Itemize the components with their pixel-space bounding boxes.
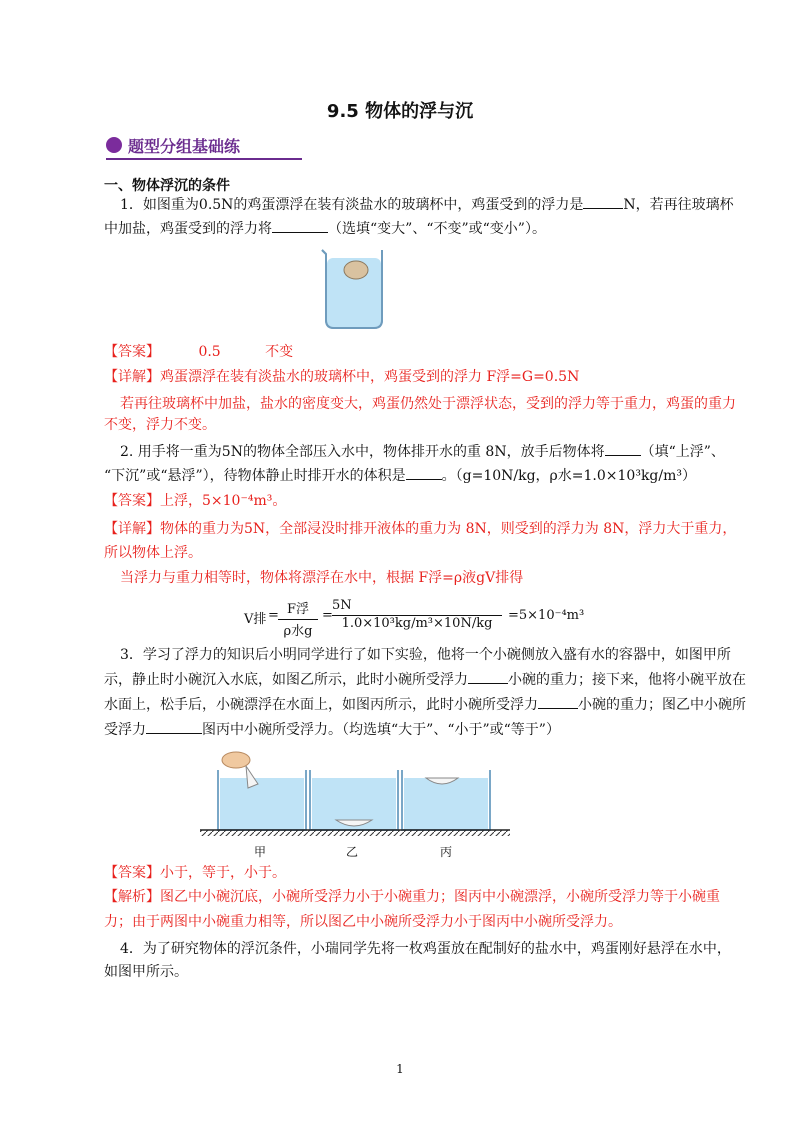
- q2-blank-2: [406, 465, 442, 480]
- q2-detail-3: 当浮力与重力相等时，物体将漂浮在水中，根据 F浮=ρ液gV排得: [120, 570, 524, 586]
- q4-line1: 4．为了研究物体的浮沉条件，小瑞同学先将一枚鸡蛋放在配制好的盐水中，鸡蛋刚好悬浮在水中，: [120, 941, 731, 957]
- q3-text-a: 示，静止时小碗沉入水底，如图乙所示，此时小碗所受浮力: [104, 672, 468, 688]
- q3-line3: [104, 694, 746, 716]
- beaker-egg-figure: [318, 244, 390, 332]
- q2-answer: 【答案】上浮，5×10⁻⁴m³。: [104, 493, 287, 509]
- q3-detail-2: 力；由于两图中小碗重力相等，所以图乙中小碗所受浮力小于图丙中小碗所受浮力。: [104, 914, 622, 930]
- answer-value-2: 不变: [265, 344, 294, 360]
- q2-text-d: 。（g=10N/kg，ρ水=1.0×10³kg/m³）: [441, 468, 696, 484]
- q1-answer: [104, 341, 704, 363]
- bowl-experiment-figure: [200, 748, 510, 840]
- formula-lhs: V排: [244, 612, 267, 627]
- q4-line2: 如图甲所示。: [104, 964, 188, 980]
- formula-result: =5×10⁻⁴m³: [508, 608, 585, 623]
- fraction-2-denominator: 1.0×10³kg/m³×10N/kg: [341, 616, 493, 631]
- page-number: 1: [396, 1062, 404, 1076]
- q2-text-a: 2. 用手将一重为5N的物体全部压入水中，物体排开水的重 8N，放手后物体将: [120, 444, 605, 460]
- q1-text-a: 1．如图重为0.5N的鸡蛋漂浮在装有淡盐水的玻璃杯中，鸡蛋受到的浮力是: [120, 197, 584, 213]
- section-banner: [106, 134, 302, 160]
- q3-answer: 【答案】小于，等于，小于。: [104, 865, 286, 881]
- q1-detail-1: 【详解】鸡蛋漂浮在装有淡盐水的玻璃杯中，鸡蛋受到的浮力 F浮=G=0.5N: [104, 369, 580, 385]
- q2-detail-1: 【详解】物体的重力为5N，全部浸没时排开液体的重力为 8N，则受到的浮力为 8N，浮力大于重力，: [104, 521, 737, 537]
- q3-text-e: 受浮力: [104, 722, 146, 738]
- container-b: [310, 770, 398, 830]
- section-heading: 一、物体浮沉的条件: [104, 178, 230, 194]
- q3-blank-3: [146, 719, 202, 734]
- banner-label: 题型分组基础练: [128, 137, 241, 156]
- caption-yi: 乙: [346, 845, 359, 859]
- q3-blank-1: [468, 669, 508, 684]
- fraction-1-numerator: F浮: [278, 598, 318, 620]
- q1-blank-2: [272, 218, 328, 233]
- answer-label: 【答案】: [104, 344, 160, 360]
- q1-detail-3: 不变，浮力不变。: [104, 417, 216, 433]
- q1-text-b: N，若再往玻璃杯: [623, 197, 734, 213]
- q2-text-b: （填“上浮”、: [640, 444, 725, 460]
- q3-text-f: 图丙中小碗所受浮力。（均选填“大于”、“小于”或“等于”）: [202, 722, 560, 738]
- fraction-1-denominator: ρ水g: [283, 624, 313, 639]
- formula-equals-1: =: [268, 608, 279, 623]
- q3-line2: [104, 669, 746, 691]
- formula-fraction-1: [278, 598, 318, 639]
- q3-text-c: 水面上，松手后，小碗漂浮在水面上，如图丙所示，此时小碗所受浮力: [104, 697, 538, 713]
- formula-fraction-2: [332, 598, 502, 631]
- q3-line1: 3．学习了浮力的知识后小明同学进行了如下实验，他将一个小碗侧放入盛有水的容器中，如图甲所: [120, 647, 731, 663]
- q1-text-c: 中加盐，鸡蛋受到的浮力将: [104, 221, 272, 237]
- q2-line2: [104, 465, 704, 487]
- q3-line4: [104, 719, 704, 741]
- volume-formula: [244, 598, 604, 638]
- q2-blank-1: [605, 441, 641, 456]
- formula-equals-2: =: [322, 608, 333, 623]
- q2-detail-2: 所以物体上浮。: [104, 545, 202, 561]
- container-c: [402, 770, 490, 830]
- q1-blank-1: [583, 194, 623, 209]
- page-title: 9.5 物体的浮与沉: [326, 101, 474, 122]
- q1-detail-2: 若再往玻璃杯中加盐，盐水的密度变大，鸡蛋仍然处于漂浮状态，受到的浮力等于重力，鸡蛋的重力: [120, 396, 736, 412]
- answer-value-1: 0.5: [198, 344, 221, 360]
- q3-text-b: 小碗的重力；接下来，他将小碗平放在: [508, 672, 746, 688]
- q3-detail-1: 【解析】图乙中小碗沉底，小碗所受浮力小于小碗重力；图丙中小碗漂浮，小碗所受浮力等于小碗重: [104, 889, 720, 905]
- q2-text-c: “下沉”或“悬浮”），待物体静止时排开水的体积是: [104, 468, 406, 484]
- caption-jia: 甲: [254, 845, 267, 859]
- q2-line1: [120, 441, 725, 463]
- q1-line2: [104, 218, 704, 240]
- q1-text-d: （选填“变大”、“不变”或“变小”）。: [328, 221, 546, 237]
- fraction-2-numerator: 5N: [332, 598, 502, 616]
- bullet-icon: [106, 137, 122, 153]
- caption-bing: 丙: [440, 845, 453, 859]
- q1-line1: [120, 194, 734, 216]
- container-a: [218, 770, 306, 830]
- q3-blank-2: [538, 694, 578, 709]
- q3-text-d: 小碗的重力；图乙中小碗所: [578, 697, 746, 713]
